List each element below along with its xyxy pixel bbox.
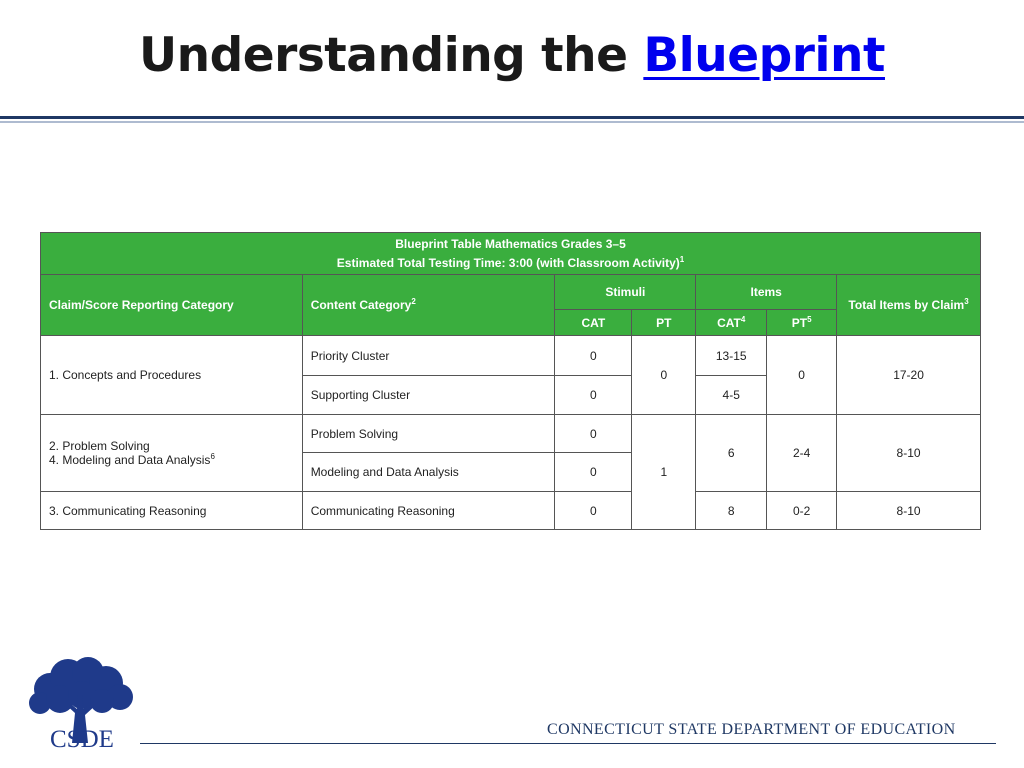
stim-cat-cell: 0 [555,415,632,453]
stim-pt-cell: 1 [632,415,696,530]
stim-cat-cell: 0 [555,453,632,492]
slide-title-prefix: Understanding the [139,28,628,83]
blueprint-table [40,232,981,530]
title-divider [0,116,1024,119]
content-cell: Problem Solving [302,415,555,453]
total-cell: 8-10 [837,492,981,530]
header-content: Content Category$^2$ [302,275,555,336]
subheader-stimuli-pt: PT [632,310,696,336]
table-row [41,492,981,530]
items-cat-cell: 8 [696,492,767,530]
content-cell: Priority Cluster [302,336,555,376]
subheader-stimuli-cat: CAT [555,310,632,336]
claim-cell: 3. Communicating Reasoning [41,492,303,530]
table-row [41,336,981,376]
content-cell: Modeling and Data Analysis [302,453,555,492]
header-claim: Claim/Score Reporting Category [41,275,303,336]
table-caption [41,233,981,275]
csde-logo-text: CSDE [50,726,114,750]
items-pt-cell: 0 [767,336,837,415]
claim-cell: 2. Problem Solving 4. Modeling and Data Analysis$^6$ [41,415,303,492]
content-cell: Supporting Cluster [302,376,555,415]
stim-pt-cell: 0 [632,336,696,415]
items-cat-cell: 13-15 [696,336,767,376]
caption-line-1: Blueprint Table Mathematics Grades 3–5 [395,236,626,251]
header-total: Total Items by Claim$^3$ [837,275,981,336]
table-row [41,415,981,453]
total-cell: 8-10 [837,415,981,492]
total-cell: 17-20 [837,336,981,415]
header-stimuli: Stimuli [555,275,696,310]
claim-cell: 1. Concepts and Procedures [41,336,303,415]
slide-title [0,28,1024,83]
table-caption-row [41,233,981,275]
items-cat-cell: 4-5 [696,376,767,415]
header-items: Items [696,275,837,310]
csde-logo [20,655,145,750]
items-pt-cell: 0-2 [767,492,837,530]
stim-cat-cell: 0 [555,492,632,530]
subheader-items-pt: $PT^5$ [767,310,837,336]
stim-cat-cell: 0 [555,376,632,415]
stim-cat-cell: 0 [555,336,632,376]
table-header-row [41,275,981,310]
footer-org-name: CONNECTICUT STATE DEPARTMENT OF EDUCATION [547,721,956,738]
content-cell: Communicating Reasoning [302,492,555,530]
title-divider-shadow [0,121,1024,123]
blueprint-link[interactable]: Blueprint [643,28,885,83]
subheader-items-cat: CAT$^4$ [696,310,767,336]
items-cat-cell: 6 [696,415,767,492]
items-pt-cell: 2-4 [767,415,837,492]
caption-footnote: 1 [679,254,685,264]
footer-divider [140,743,996,744]
caption-line-2: Estimated Total Testing Time: 3:00 (with Classroom Activity) [336,255,680,270]
